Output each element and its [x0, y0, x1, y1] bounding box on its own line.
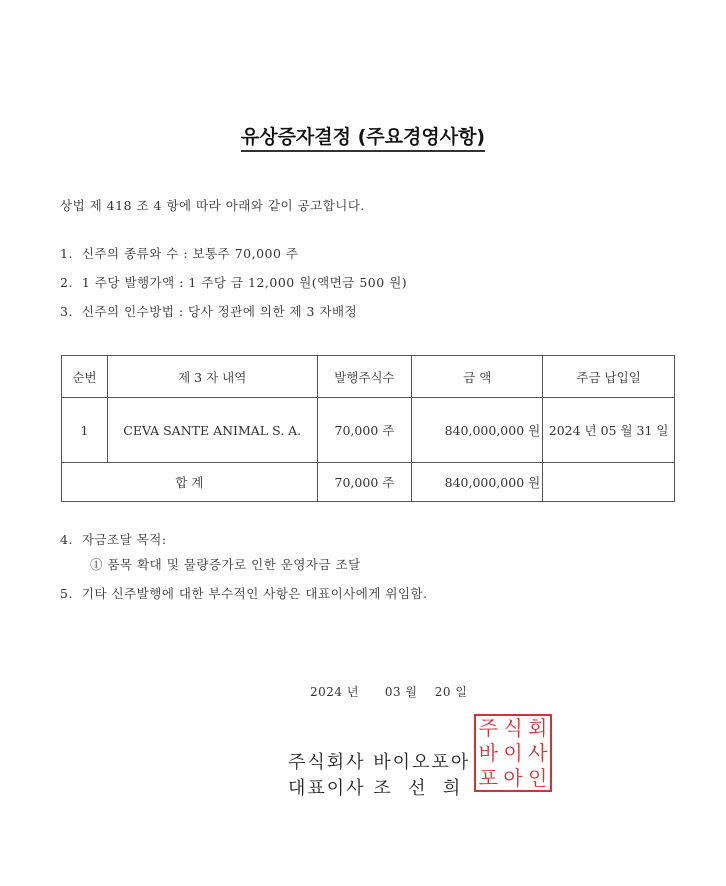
header-party: 제 3 자 내역: [107, 356, 317, 398]
total-shares: 70,000 주: [317, 463, 412, 502]
header-amount: 금 액: [412, 356, 543, 398]
total-payment-date: [543, 463, 675, 502]
document-title: 유상증자결정 (주요경영사항): [0, 122, 726, 149]
header-shares: 발행주식수: [317, 356, 412, 398]
cell-shares: 70,000 주: [317, 398, 412, 463]
header-no: 순번: [62, 356, 108, 398]
item-3: 3. 신주의 인수방법 : 당사 정관에 의한 제 3 자배정: [60, 304, 358, 319]
item-2: 2. 1 주당 발행가액 : 1 주당 금 12,000 원(액면금 500 원): [60, 275, 408, 290]
cell-no: 1: [62, 398, 108, 463]
cell-party: CEVA SANTE ANIMAL S. A.: [107, 398, 317, 463]
company-seal-stamp: 주 식 회 바 이 사 포 아 인: [474, 714, 552, 792]
item-5: 5. 기타 신주발행에 대한 부수적인 사항은 대표이사에게 위임함.: [60, 586, 428, 601]
allotment-table: [61, 355, 675, 502]
header-payment-date: 주금 납입일: [543, 356, 675, 398]
company-name: 주식회사 바이오포아: [288, 752, 471, 773]
table-header-row: [62, 356, 675, 398]
item-4-sub: ① 품목 확대 및 물량증가로 인한 운영자금 조달: [90, 557, 361, 572]
total-amount: 840,000,000 원: [412, 463, 543, 502]
table-row: [62, 398, 675, 463]
item-1: 1. 신주의 종류와 수 : 보통주 70,000 주: [60, 246, 299, 261]
intro-text: 상법 제 418 조 4 항에 따라 아래와 같이 공고합니다.: [60, 198, 365, 213]
item-4: 4. 자금조달 목적:: [60, 532, 167, 547]
table-total-row: [62, 463, 675, 502]
ceo-name: 대표이사 조 선 희: [288, 778, 463, 799]
total-label: 합 계: [62, 463, 318, 502]
announcement-date: 2024 년 03 월 20 일: [310, 685, 468, 699]
cell-amount: 840,000,000 원: [412, 398, 543, 463]
cell-payment-date: 2024 년 05 월 31 일: [543, 398, 675, 463]
